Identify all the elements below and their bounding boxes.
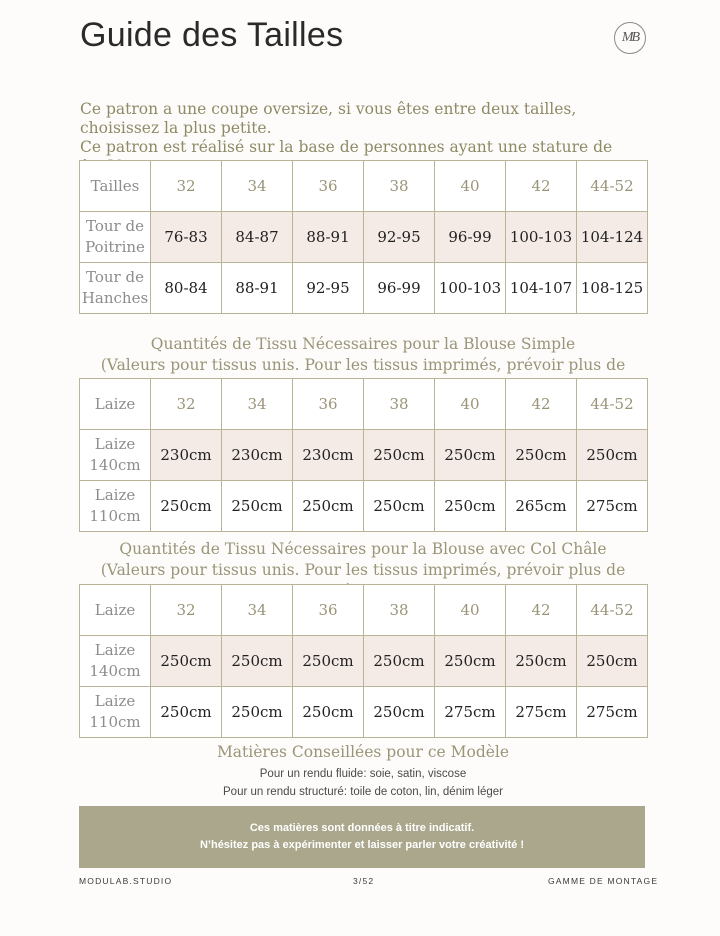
- table-cell: 92-95: [293, 263, 364, 314]
- table-cell: 250cm: [293, 636, 364, 687]
- intro-line-2: Ce patron est réalisé sur la base de personnes ayant une stature de: [80, 138, 613, 156]
- brand-logo: MB: [614, 22, 646, 54]
- table-row: [80, 636, 648, 687]
- footer-brand: MODULAB.STUDIO: [79, 876, 173, 886]
- header-cell: 38: [364, 379, 435, 430]
- table-row: [80, 481, 648, 532]
- table-cell: 250cm: [151, 636, 222, 687]
- table-cell: 88-91: [222, 263, 293, 314]
- header-cell: 34: [222, 379, 293, 430]
- table-cell: 84-87: [222, 212, 293, 263]
- header-cell: 36: [293, 585, 364, 636]
- fabric-simple-table: [79, 378, 648, 532]
- header-cell: 44-52: [577, 161, 648, 212]
- row-label: Laize 140cm: [80, 430, 151, 481]
- intro-line-1: Ce patron a une coupe oversize, si vous êtes entre deux tailles, choisissez la plus petite.: [80, 100, 577, 137]
- table-cell: 250cm: [151, 687, 222, 738]
- table-cell: 250cm: [435, 636, 506, 687]
- table-cell: 250cm: [293, 687, 364, 738]
- row-label: Tour de Hanches: [80, 263, 151, 314]
- materials-structured: Pour un rendu structuré: toile de coton, lin, dénim léger: [223, 786, 503, 798]
- table-cell: 80-84: [151, 263, 222, 314]
- header-cell: 32: [151, 585, 222, 636]
- table-cell: 250cm: [506, 430, 577, 481]
- section-title: Quantités de Tissu Nécessaires pour la Blouse avec Col Châle: [119, 540, 607, 558]
- table-cell: 96-99: [364, 263, 435, 314]
- table-cell: 104-124: [577, 212, 648, 263]
- table-cell: 88-91: [293, 212, 364, 263]
- table-cell: 250cm: [222, 481, 293, 532]
- materials-fluid: Pour un rendu fluide: soie, satin, viscose: [259, 768, 467, 780]
- table-cell: 108-125: [577, 263, 648, 314]
- header-cell: 40: [435, 161, 506, 212]
- header-cell: 42: [506, 379, 577, 430]
- table-row: [80, 263, 648, 314]
- header-cell: 34: [222, 585, 293, 636]
- table-cell: 250cm: [364, 687, 435, 738]
- table-cell: 100-103: [435, 263, 506, 314]
- footer-page-number: 3/52: [353, 876, 375, 886]
- table-cell: 250cm: [506, 636, 577, 687]
- table-cell: 275cm: [577, 687, 648, 738]
- section-subtitle: (Valeurs pour tissus unis. Pour les tissus imprimés, prévoir plus de: [100, 561, 626, 579]
- info-banner: [79, 806, 645, 868]
- table-cell: 275cm: [435, 687, 506, 738]
- header-cell: 34: [222, 161, 293, 212]
- row-label: Tour de Poitrine: [80, 212, 151, 263]
- header-cell: 40: [435, 379, 506, 430]
- table-cell: 96-99: [435, 212, 506, 263]
- header-cell: 36: [293, 379, 364, 430]
- table-cell: 104-107: [506, 263, 577, 314]
- header-cell: 32: [151, 379, 222, 430]
- row-label: Laize 110cm: [80, 481, 151, 532]
- table-cell: 230cm: [293, 430, 364, 481]
- header-cell: 38: [364, 161, 435, 212]
- table-header-row: [80, 379, 648, 430]
- table-cell: 250cm: [364, 430, 435, 481]
- header-cell: 32: [151, 161, 222, 212]
- header-cell: 44-52: [577, 379, 648, 430]
- header-cell: 42: [506, 585, 577, 636]
- size-table-header-row: [80, 161, 648, 212]
- header-cell: Tailles: [80, 161, 151, 212]
- header-cell: 38: [364, 585, 435, 636]
- table-cell: 230cm: [151, 430, 222, 481]
- table-cell: 250cm: [577, 430, 648, 481]
- table-cell: 275cm: [577, 481, 648, 532]
- table-cell: 250cm: [435, 481, 506, 532]
- row-label: Laize 110cm: [80, 687, 151, 738]
- footer-collection: GAMME DE MONTAGE: [548, 876, 659, 886]
- size-table: [79, 160, 648, 314]
- section-subtitle: (Valeurs pour tissus unis. Pour les tissus imprimés, prévoir plus de: [100, 356, 626, 374]
- table-cell: 250cm: [364, 636, 435, 687]
- table-cell: 250cm: [293, 481, 364, 532]
- row-label: Laize 140cm: [80, 636, 151, 687]
- table-cell: 265cm: [506, 481, 577, 532]
- banner-line-1: Ces matières sont données à titre indicatif.: [249, 822, 475, 834]
- header-cell: 42: [506, 161, 577, 212]
- header-cell: 36: [293, 161, 364, 212]
- table-header-row: [80, 585, 648, 636]
- table-cell: 92-95: [364, 212, 435, 263]
- banner-line-2: N’hésitez pas à expérimenter et laisser parler votre créativité !: [199, 839, 525, 851]
- table-cell: 76-83: [151, 212, 222, 263]
- table-cell: 250cm: [222, 687, 293, 738]
- header-cell: 40: [435, 585, 506, 636]
- page-title: Guide des Tailles: [80, 16, 344, 54]
- table-row: [80, 212, 648, 263]
- table-cell: 250cm: [364, 481, 435, 532]
- table-cell: 275cm: [506, 687, 577, 738]
- table-cell: 250cm: [577, 636, 648, 687]
- table-row: [80, 687, 648, 738]
- header-cell: Laize: [80, 379, 151, 430]
- table-cell: 250cm: [435, 430, 506, 481]
- table-cell: 100-103: [506, 212, 577, 263]
- section-title: Quantités de Tissu Nécessaires pour la Blouse Simple: [150, 335, 576, 353]
- fabric-shawl-table: [79, 584, 648, 738]
- header-cell: 44-52: [577, 585, 648, 636]
- header-cell: Laize: [80, 585, 151, 636]
- table-cell: 230cm: [222, 430, 293, 481]
- table-cell: 250cm: [222, 636, 293, 687]
- materials-title: Matières Conseillées pour ce Modèle: [216, 743, 510, 761]
- table-cell: 250cm: [151, 481, 222, 532]
- table-row: [80, 430, 648, 481]
